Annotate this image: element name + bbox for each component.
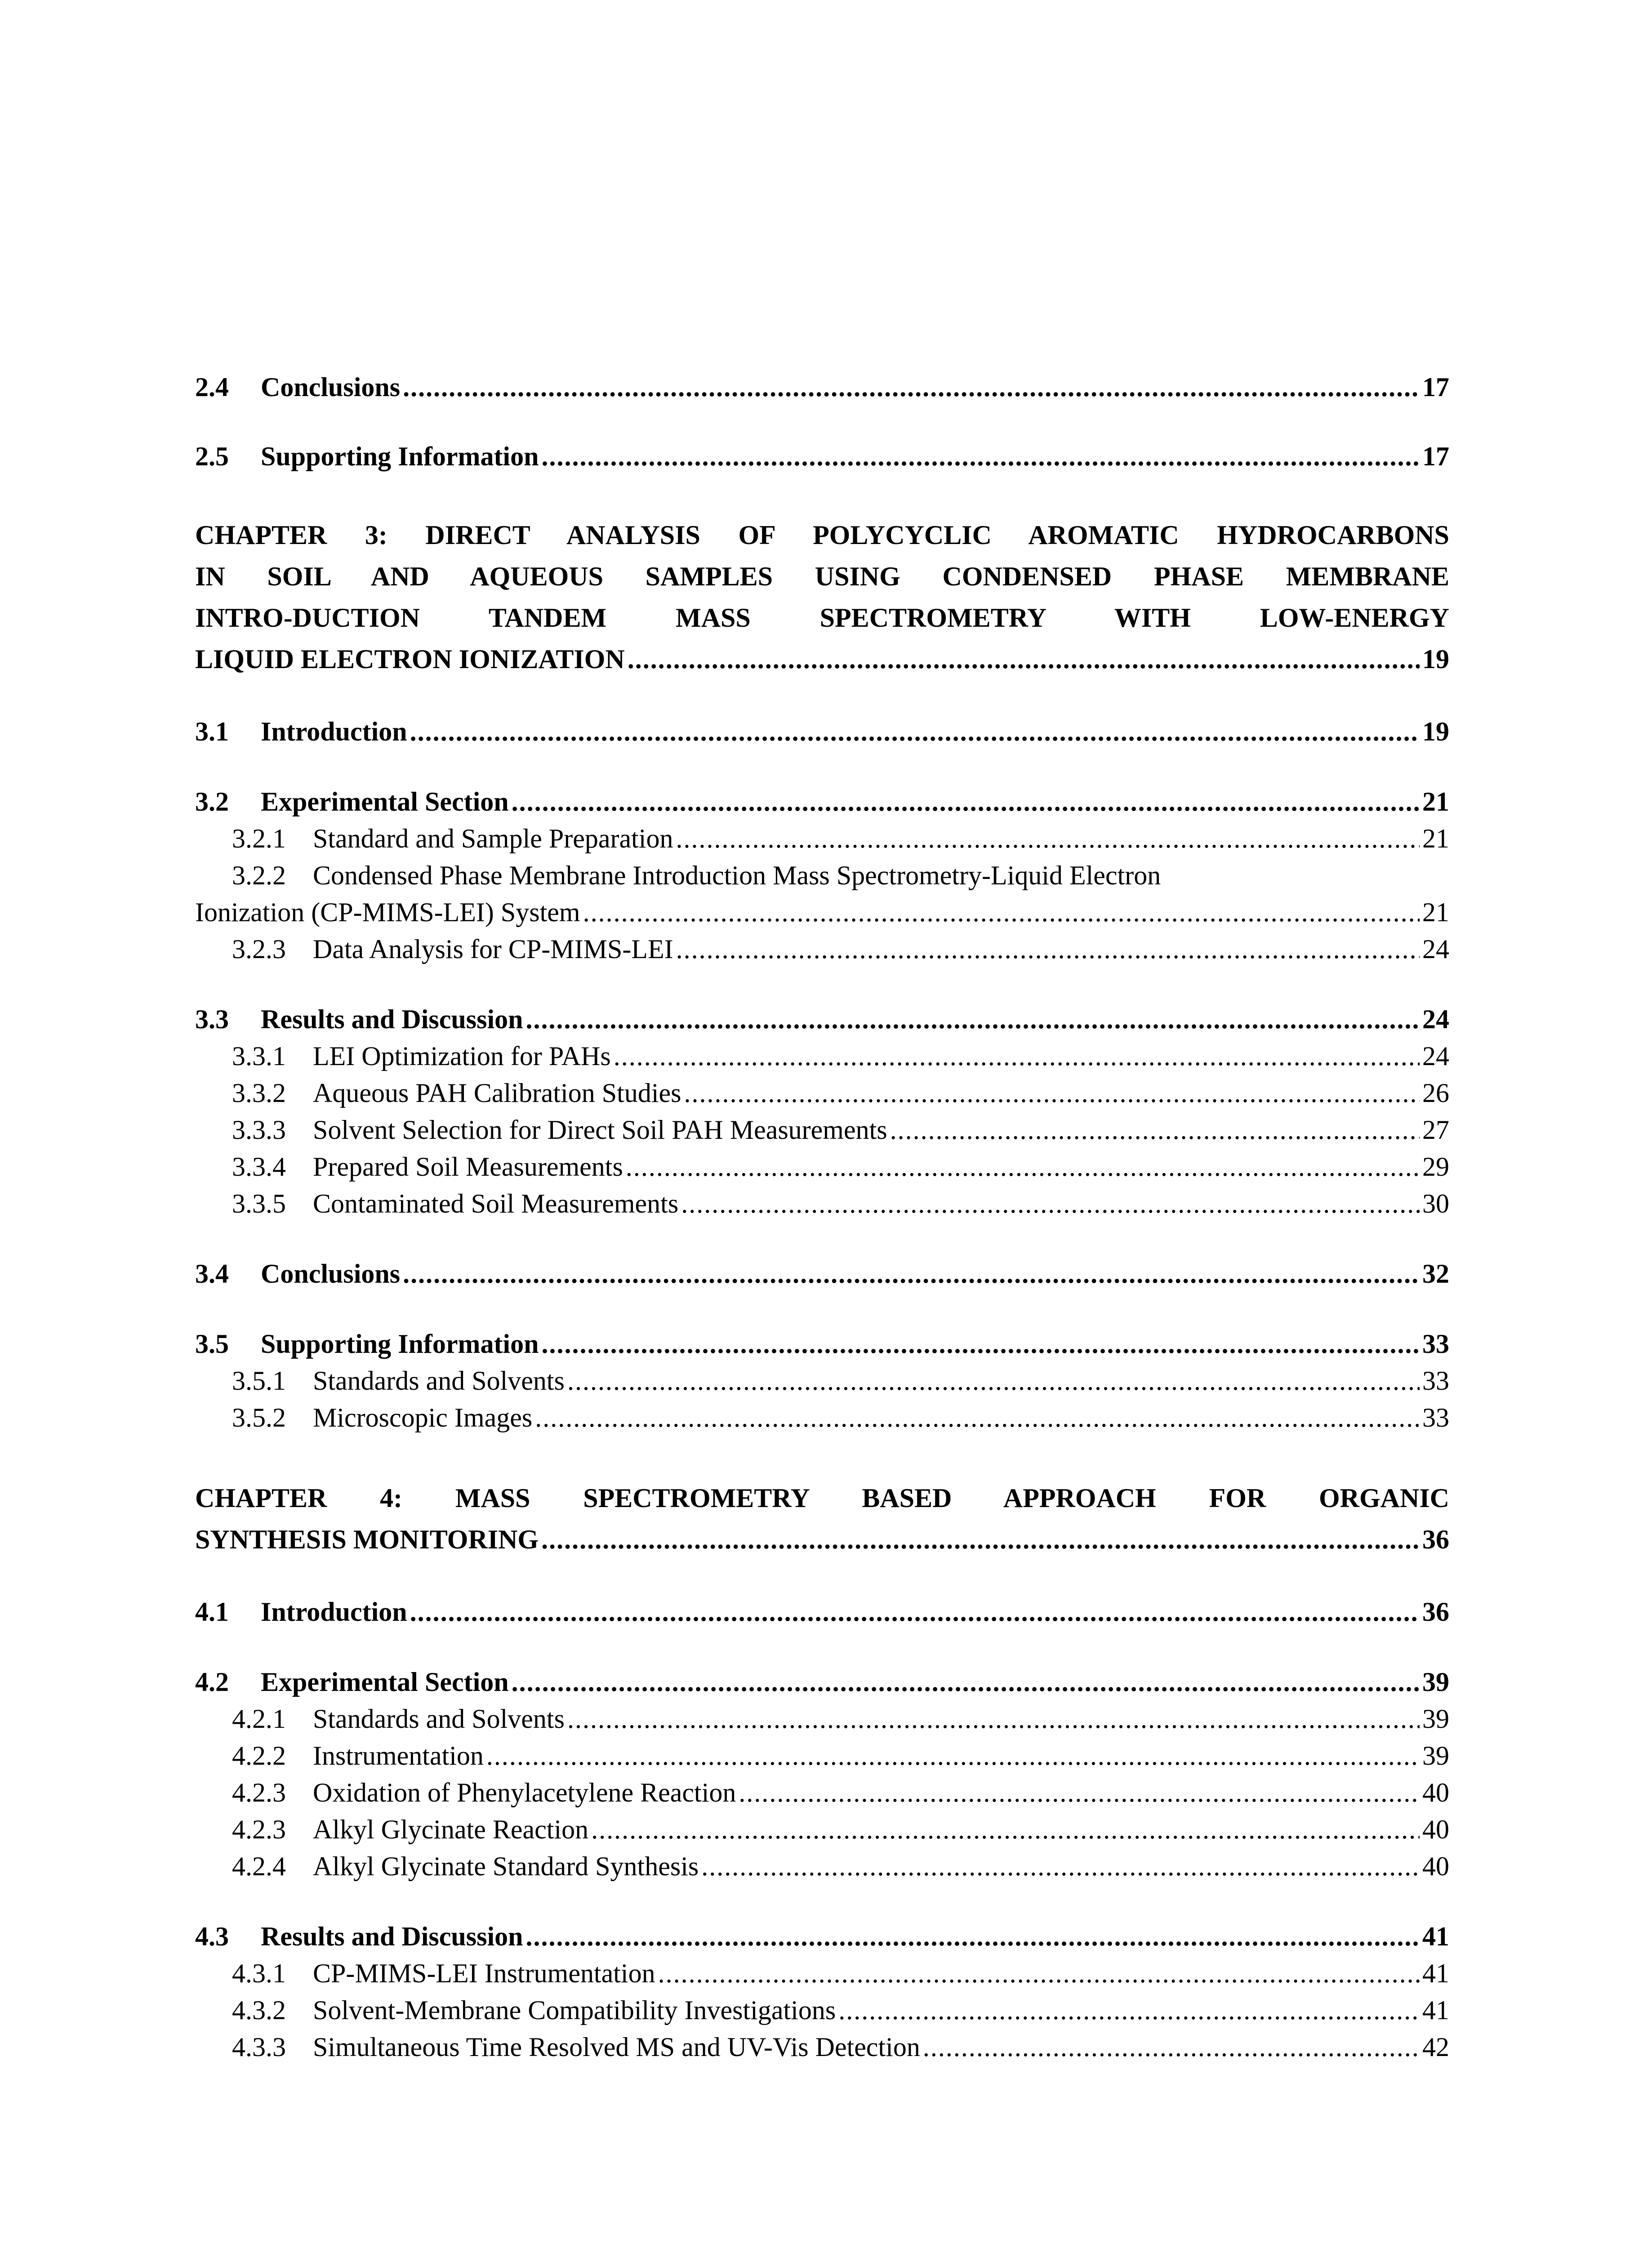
page-number: 39 <box>1422 1704 1449 1734</box>
dot-leader <box>403 1255 1420 1292</box>
toc-entry-3-3-3[interactable] <box>195 1111 1449 1148</box>
section-title: Experimental Section <box>261 787 509 816</box>
toc-entry-3-2-3[interactable] <box>195 931 1449 968</box>
chapter-title-line: IN SOIL AND AQUEOUS SAMPLES USING CONDENSED PHASE MEMBRANE <box>195 562 1449 591</box>
page-number: 36 <box>1422 1597 1449 1627</box>
subsection-title: Standards and Solvents <box>313 1366 565 1396</box>
dot-leader <box>535 1399 1420 1436</box>
subsection-number: 4.2.2 <box>232 1741 286 1771</box>
chapter-title-line: CHAPTER 4: MASS SPECTROMETRY BASED APPROACH FOR ORGANIC <box>195 1483 1449 1513</box>
page-number: 33 <box>1422 1366 1449 1396</box>
dot-leader <box>526 1918 1420 1955</box>
toc-entry-3-5-2[interactable] <box>195 1399 1449 1436</box>
subsection-number: 4.2.4 <box>232 1851 286 1881</box>
section-number: 3.2 <box>195 787 229 816</box>
toc-entry-4-3[interactable] <box>195 1918 1449 1955</box>
page-number: 19 <box>1422 644 1449 674</box>
dot-leader <box>681 1185 1420 1222</box>
page-number: 33 <box>1422 1329 1449 1359</box>
subsection-title: Data Analysis for CP-MIMS-LEI <box>313 934 673 964</box>
section-number: 2.5 <box>195 442 229 471</box>
page-number: 40 <box>1422 1851 1449 1881</box>
toc-entry-3-3-2[interactable] <box>195 1075 1449 1111</box>
page-number: 21 <box>1422 824 1449 853</box>
toc-entry-3-3-4[interactable] <box>195 1148 1449 1185</box>
page-number: 41 <box>1422 1922 1449 1951</box>
subsection-number: 3.2.3 <box>232 934 286 964</box>
toc-entry-4-2-4[interactable] <box>195 1848 1449 1885</box>
subsection-title: Standards and Solvents <box>313 1704 565 1734</box>
dot-leader <box>403 369 1420 406</box>
page-number: 42 <box>1422 2032 1449 2062</box>
dot-leader <box>676 820 1420 857</box>
section-number: 3.3 <box>195 1004 229 1034</box>
dot-leader <box>658 1955 1420 1992</box>
dot-leader <box>541 1519 1420 1560</box>
page-number: 40 <box>1422 1778 1449 1807</box>
subsection-title: Oxidation of Phenylacetylene Reaction <box>313 1778 736 1807</box>
dot-leader <box>684 1075 1420 1111</box>
section-title: Experimental Section <box>261 1667 509 1697</box>
subsection-number: 3.2.1 <box>232 824 286 853</box>
subsection-continuation <box>195 894 1449 931</box>
subsection-title: Standard and Sample Preparation <box>313 824 673 853</box>
toc-entry-3-2-2[interactable] <box>195 857 1449 931</box>
dot-leader <box>923 2029 1420 2065</box>
page-number: 24 <box>1422 1041 1449 1071</box>
toc-entry-4-3-2[interactable] <box>195 1992 1449 2029</box>
dot-leader <box>676 931 1420 968</box>
subsection-number: 3.3.5 <box>232 1189 286 1218</box>
section-title: Supporting Information <box>261 1329 539 1359</box>
subsection-number: 4.2.1 <box>232 1704 286 1734</box>
section-title: Introduction <box>261 1597 407 1627</box>
chapter-title-line: LIQUID ELECTRON IONIZATION <box>195 644 625 674</box>
toc-entry-3-2-1[interactable] <box>195 820 1449 857</box>
section-title: Conclusions <box>261 1259 401 1289</box>
section-number: 3.4 <box>195 1259 229 1289</box>
toc-entry-3-3-1[interactable] <box>195 1038 1449 1075</box>
page-number: 41 <box>1422 1958 1449 1988</box>
page-number: 29 <box>1422 1152 1449 1182</box>
page-number: 24 <box>1422 934 1449 964</box>
subsection-number: 3.3.3 <box>232 1115 286 1145</box>
dot-leader <box>614 1038 1420 1075</box>
section-number: 2.4 <box>195 372 229 402</box>
table-of-contents <box>195 369 1449 2065</box>
toc-entry-2-5[interactable] <box>195 438 1449 475</box>
toc-entry-3-4[interactable] <box>195 1255 1449 1292</box>
toc-entry-2-4[interactable] <box>195 369 1449 406</box>
dot-leader <box>626 1148 1420 1185</box>
toc-entry-3-5[interactable] <box>195 1325 1449 1362</box>
dot-leader <box>410 1593 1420 1630</box>
subsection-number: 4.3.2 <box>232 1995 286 2025</box>
toc-entry-4-2[interactable] <box>195 1664 1449 1700</box>
dot-leader <box>486 1737 1420 1774</box>
page-number: 24 <box>1422 1004 1449 1034</box>
toc-chapter-3[interactable] <box>195 514 1449 680</box>
toc-entry-4-2-2[interactable] <box>195 1737 1449 1774</box>
dot-leader <box>541 438 1420 475</box>
subsection-title: Solvent-Membrane Compatibility Investigations <box>313 1995 836 2025</box>
toc-entry-4-3-1[interactable] <box>195 1955 1449 1992</box>
page-number: 39 <box>1422 1667 1449 1697</box>
dot-leader <box>701 1848 1420 1885</box>
section-title: Introduction <box>261 717 407 746</box>
page-number: 30 <box>1422 1189 1449 1218</box>
toc-entry-3-3[interactable] <box>195 1001 1449 1038</box>
subsection-title: Simultaneous Time Resolved MS and UV-Vis Detection <box>313 2032 920 2062</box>
dot-leader <box>410 713 1420 750</box>
toc-entry-3-1[interactable] <box>195 713 1449 750</box>
subsection-first-line <box>195 857 1449 894</box>
toc-entry-3-2[interactable] <box>195 783 1449 820</box>
toc-entry-4-2-3-oxidation[interactable] <box>195 1774 1449 1811</box>
subsection-title: Instrumentation <box>313 1741 484 1771</box>
page-number: 26 <box>1422 1078 1449 1108</box>
subsection-number: 3.5.1 <box>232 1366 286 1396</box>
section-number: 4.1 <box>195 1597 229 1627</box>
subsection-number: 4.3.1 <box>232 1958 286 1988</box>
section-number: 4.3 <box>195 1922 229 1951</box>
section-title: Supporting Information <box>261 442 539 471</box>
page-number: 36 <box>1422 1525 1449 1554</box>
subsection-title: Condensed Phase Membrane Introduction Mass Spectrometry-Liquid Electron <box>313 861 1161 890</box>
subsection-number: 3.3.4 <box>232 1152 286 1182</box>
dot-leader <box>838 1992 1420 2029</box>
toc-entry-4-1[interactable] <box>195 1593 1449 1630</box>
section-title: Results and Discussion <box>261 1922 523 1951</box>
dot-leader <box>567 1362 1420 1399</box>
subsection-title: Solvent Selection for Direct Soil PAH Measurements <box>313 1115 887 1145</box>
page-number: 32 <box>1422 1259 1449 1289</box>
subsection-number: 3.3.1 <box>232 1041 286 1071</box>
subsection-title: Microscopic Images <box>313 1403 533 1432</box>
chapter-title-last-line <box>195 1519 1449 1560</box>
page-number: 19 <box>1422 717 1449 746</box>
page-number: 33 <box>1422 1403 1449 1432</box>
page-number: 21 <box>1422 787 1449 816</box>
subsection-number: 4.2.3 <box>232 1815 286 1844</box>
section-title: Results and Discussion <box>261 1004 523 1034</box>
chapter-title-line: INTRO-DUCTION TANDEM MASS SPECTROMETRY WITH LOW-ENERGY <box>195 603 1449 633</box>
toc-entry-3-5-1[interactable] <box>195 1362 1449 1399</box>
dot-leader <box>512 1664 1420 1700</box>
page-number: 17 <box>1422 372 1449 402</box>
subsection-title: Aqueous PAH Calibration Studies <box>313 1078 681 1108</box>
dot-leader <box>583 894 1420 931</box>
toc-chapter-4[interactable] <box>195 1477 1449 1560</box>
dot-leader <box>890 1111 1420 1148</box>
page-number: 27 <box>1422 1115 1449 1145</box>
toc-entry-4-2-1[interactable] <box>195 1700 1449 1737</box>
page-number: 17 <box>1422 442 1449 471</box>
dot-leader <box>591 1811 1420 1848</box>
subsection-title-continued: Ionization (CP-MIMS-LEI) System <box>195 897 580 927</box>
section-number: 3.1 <box>195 717 229 746</box>
dot-leader <box>526 1001 1420 1038</box>
chapter-title-last-line <box>195 638 1449 680</box>
subsection-title: Contaminated Soil Measurements <box>313 1189 679 1218</box>
chapter-title-line: SYNTHESIS MONITORING <box>195 1525 539 1554</box>
subsection-title: Alkyl Glycinate Reaction <box>313 1815 589 1844</box>
subsection-title: Prepared Soil Measurements <box>313 1152 623 1182</box>
toc-entry-4-2-3-glycinate[interactable] <box>195 1811 1449 1848</box>
toc-entry-3-3-5[interactable] <box>195 1185 1449 1222</box>
dot-leader <box>628 638 1420 680</box>
page-number: 21 <box>1422 897 1449 927</box>
dot-leader <box>567 1700 1420 1737</box>
subsection-number: 3.3.2 <box>232 1078 286 1108</box>
chapter-title-line: CHAPTER 3: DIRECT ANALYSIS OF POLYCYCLIC AROMATIC HYDROCARBONS <box>195 520 1449 550</box>
toc-entry-4-3-3[interactable] <box>195 2029 1449 2065</box>
dot-leader <box>541 1325 1420 1362</box>
subsection-number: 4.3.3 <box>232 2032 286 2062</box>
dot-leader <box>512 783 1420 820</box>
section-number: 4.2 <box>195 1667 229 1697</box>
page-number: 40 <box>1422 1815 1449 1844</box>
dot-leader <box>739 1774 1420 1811</box>
page-number: 39 <box>1422 1741 1449 1771</box>
subsection-title: Alkyl Glycinate Standard Synthesis <box>313 1851 699 1881</box>
subsection-title: LEI Optimization for PAHs <box>313 1041 611 1071</box>
section-number: 3.5 <box>195 1329 229 1359</box>
subsection-title: CP-MIMS-LEI Instrumentation <box>313 1958 655 1988</box>
page-number: 41 <box>1422 1995 1449 2025</box>
subsection-number: 3.5.2 <box>232 1403 286 1432</box>
subsection-number: 4.2.3 <box>232 1778 286 1807</box>
subsection-number: 3.2.2 <box>232 861 286 890</box>
section-title: Conclusions <box>261 372 401 402</box>
